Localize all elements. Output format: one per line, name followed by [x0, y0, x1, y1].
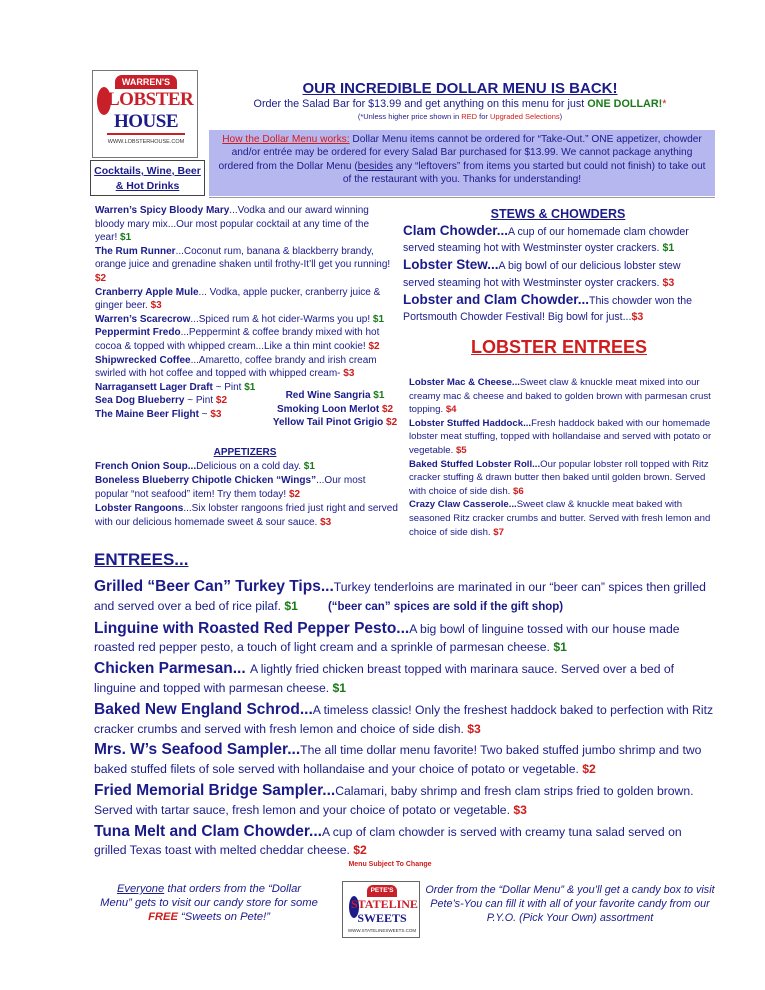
lobster-entree-item: [409, 458, 715, 499]
entree-price: $1: [553, 640, 567, 655]
entree-name: Mrs. W’s Seafood Sampler...: [94, 741, 301, 759]
appetizers-list: [95, 460, 400, 530]
stew-name: Clam Chowder...: [403, 223, 509, 238]
stew-price: $3: [631, 311, 644, 324]
entree-price: $2: [353, 843, 367, 858]
asterisk: *: [662, 98, 667, 110]
drink-item: [95, 204, 391, 245]
entree-desc: A lightly fried chicken breast topped with marinara sauce. Served over a bed of linguine and topped with parmesan cheese.: [94, 662, 675, 695]
appetizer-name: Boneless Blueberry Chipotle Chicken “Wings”: [95, 475, 317, 487]
entree-item: [94, 660, 714, 698]
one-dollar-highlight: ONE DOLLAR!: [587, 98, 663, 110]
entrees-list: [94, 578, 714, 863]
wine-price: $2: [386, 417, 398, 429]
entree-name: Baked New England Schrod...: [94, 700, 313, 718]
entree-price: $3: [467, 721, 481, 736]
drink-price: $3: [343, 368, 355, 380]
wines-list: [270, 389, 400, 430]
logo-top-text: WARREN'S: [115, 75, 177, 89]
appetizer-item: [95, 460, 400, 474]
drink-price: $2: [95, 272, 107, 284]
entree-name: Linguine with Roasted Red Pepper Pesto...: [94, 619, 410, 637]
lobster-entree-desc: Our popular lobster roll topped with Ritz cracker stuffing & drawn butter then baked until golden brown. Served with choice of side dish.: [409, 458, 709, 497]
appetizer-price: $2: [288, 489, 301, 501]
dollar-menu-subline: [230, 98, 690, 110]
lobster-entree-price: $4: [445, 404, 457, 416]
note-pre: (*Unless higher price shown in: [357, 112, 462, 121]
entree-price: $3: [513, 802, 527, 817]
drink-desc: ~: [198, 408, 211, 420]
wine-name: Yellow Tail Pinot Grigio: [272, 417, 387, 429]
entree-name: Tuna Melt and Clam Chowder...: [94, 822, 322, 840]
lobster-entree-desc: Fresh haddock baked with our homemade lobster meat stuffing, topped with hollandaise and served with potato or vegetable.: [409, 417, 712, 456]
stews-list: [403, 223, 715, 326]
lobster-entrees-list: [409, 376, 715, 539]
lobster-entree-name: Baked Stuffed Lobster Roll...: [409, 458, 541, 470]
appetizer-desc: ...Six lobster rangoons fried just right and served with our delicious homemade sweet & sour sauce.: [95, 503, 398, 529]
drink-desc: ~ Pint: [184, 395, 216, 407]
drink-name: Shipwrecked Coffee: [95, 354, 191, 366]
stew-price: $3: [662, 276, 675, 289]
drink-name: Peppermint Fredo: [95, 327, 181, 339]
lobster-entree-price: $5: [455, 444, 467, 456]
stew-price: $1: [662, 242, 675, 255]
stew-desc: This chowder won the Portsmouth Chowder Festival! Big bowl for just...: [403, 294, 693, 324]
wine-item: [270, 416, 400, 430]
wine-price: $2: [381, 403, 394, 415]
stew-name: Lobster Stew...: [403, 257, 499, 273]
how-it-works-box: [209, 130, 715, 196]
wine-item: [270, 403, 400, 417]
note-red: RED: [461, 112, 478, 121]
appetizer-desc: Delicious on a cold day.: [196, 461, 304, 472]
drink-desc: ...Peppermint & coffee brandy mixed with hot cocoa & topped with whipped cream...Like a thin mint cookie!: [95, 327, 380, 352]
how-besides: besides: [357, 160, 393, 172]
appetizer-price: $1: [303, 461, 315, 472]
wine-price: $1: [373, 390, 385, 401]
cocktails-heading-box: [90, 160, 205, 196]
footer-everyone: Everyone: [116, 883, 165, 895]
drink-price: $2: [368, 340, 380, 352]
drink-item: [95, 326, 391, 353]
note-end: ): [559, 112, 563, 121]
lobster-entree-item: [409, 376, 715, 417]
lobster-entree-name: Lobster Mac & Cheese...: [409, 377, 520, 388]
wine-item: [270, 389, 400, 403]
entree-item: [94, 701, 714, 739]
drink-name: Sea Dog Blueberry: [95, 395, 185, 407]
page-title: OUR INCREDIBLE DOLLAR MENU IS BACK!: [302, 80, 618, 97]
drink-desc: ...Amaretto, coffee brandy and irish cream swirled with hot coffee and topped with whipped cream-: [95, 354, 377, 380]
stew-name: Lobster and Clam Chowder...: [403, 291, 590, 307]
lobster-entree-name: Crazy Claw Casserole...: [409, 499, 517, 511]
stew-item: [403, 292, 715, 325]
price-note: [230, 112, 690, 121]
pete-line1: STATELINE: [351, 897, 418, 911]
menu-subject-note: Menu Subject To Change: [348, 861, 432, 868]
appetizers-heading: APPETIZERS: [213, 447, 277, 458]
lobster-entree-price: $7: [493, 526, 504, 538]
how-label: How the Dollar Menu works:: [222, 134, 350, 145]
entree-desc: A big bowl of linguine tossed with our house made roasted red pepper pesto, a touch of light cream and a sprinkle of parmesan cheese.: [94, 621, 680, 655]
entree-desc: The all time dollar menu favorite! Two baked stuffed jumbo shrimp and two baked stuffed filets of sole served with hollandaise and your choice of potato or vegetable.: [94, 743, 702, 777]
entree-desc: Turkey tenderloins are marinated in our “beer can” spices then grilled and served over a bed of rice pilaf.: [94, 580, 706, 613]
entree-price: $1: [284, 598, 298, 613]
wine-name: Red Wine Sangria: [285, 390, 374, 401]
stew-item: [403, 223, 715, 256]
lobster-entree-name: Lobster Stuffed Haddock...: [409, 417, 532, 429]
note-mid: for: [477, 112, 490, 121]
logo-line1: LOBSTER: [107, 89, 194, 110]
footer-free: FREE: [148, 911, 178, 923]
drink-item: [95, 313, 391, 327]
entree-note: (“beer can” spices are sold if the gift shop): [327, 600, 564, 613]
stews-heading: STEWS & CHOWDERS: [490, 207, 626, 221]
drink-desc: ~ Pint: [212, 381, 245, 393]
pete-url: WWW.STATELINESWEETS.COM: [347, 928, 417, 933]
pete-top: PETE'S: [367, 885, 397, 897]
lobster-entrees-heading: LOBSTER ENTREES: [470, 337, 648, 357]
logo-url: WWW.LOBSTERHOUSE.COM: [107, 139, 185, 145]
pete-line2: SWEETS: [357, 911, 407, 925]
entree-price: $1: [332, 680, 347, 695]
lobster-entree-item: [409, 417, 715, 458]
drink-name: Narragansett Lager Draft: [95, 381, 213, 393]
drink-name: The Rum Runner: [95, 245, 176, 257]
appetizer-price: $3: [320, 517, 332, 529]
cocktails-heading-line1: Cocktails, Wine, Beer: [94, 165, 201, 177]
logo-line2: HOUSE: [107, 111, 185, 135]
entree-price: $2: [582, 762, 596, 777]
drink-price: $3: [150, 300, 162, 312]
footer-right-text: Order from the “Dollar Menu” & you’ll get a candy box to visit Pete’s-You can fill it with all of your favorite candy from our P.Y.O. (Pick Your Own) assortment: [425, 884, 715, 924]
footer-left-text: [100, 882, 318, 924]
note-upgraded: Upgraded Selections: [490, 112, 560, 121]
entree-item: [94, 741, 714, 779]
drink-item: [95, 286, 391, 313]
cocktails-heading-line2: & Hot Drinks: [115, 180, 180, 192]
drink-price: $1: [372, 313, 385, 325]
entree-name: Grilled “Beer Can” Turkey Tips...: [94, 578, 334, 595]
stew-item: [403, 257, 715, 290]
drink-desc: ...Spiced rum & hot cider-Warms you up!: [190, 313, 371, 325]
footer-left-rest: that orders from the “Dollar Menu” gets to visit our candy store for some: [100, 883, 318, 909]
divider: [209, 197, 715, 198]
drink-price: $1: [244, 381, 256, 393]
appetizer-item: [95, 474, 400, 502]
drink-price: $1: [120, 232, 132, 244]
lobster-entree-item: [409, 498, 715, 539]
appetizer-name: Lobster Rangoons: [95, 503, 184, 515]
footer-left-end: “Sweets on Pete!”: [177, 911, 270, 923]
drink-price: $3: [210, 408, 222, 420]
drink-desc: ...Vodka and our award winning bloody mary mix...Our most popular cocktail at any time of the year!: [95, 205, 369, 244]
lobster-entree-price: $6: [513, 485, 524, 497]
stew-desc: A big bowl of our delicious lobster stew served steaming hot with Westminster oyster crackers.: [403, 260, 681, 289]
entree-desc: Calamari, baby shrimp and fresh clam strips fried to golden brown. Served with tartar sauce, fresh lemon and your choice of potato or vegetable.: [94, 783, 694, 817]
how-text1: Dollar Menu items cannot be ordered for “Take-Out.” ONE appetizer, chowder and/or entrée may be ordered for every Salad Bar purchased for $13.99. We cannot package anything ordered from the Dollar Menu (: [218, 134, 702, 172]
drink-name: Warren’s Scarecrow: [95, 313, 191, 325]
appetizer-name: French Onion Soup...: [95, 461, 197, 472]
wine-name: Smoking Loon Merlot: [276, 403, 382, 415]
how-text2: any “leftovers” from items you started but could not finish) to take out of the restaurant with you. Thanks for understanding!: [342, 160, 706, 185]
subline-text: Order the Salad Bar for $13.99 and get anything on this menu for just: [253, 98, 588, 110]
entree-item: [94, 578, 714, 617]
drink-desc: ...Coconut rum, banana & blackberry brandy, orange juice and grenadine shaken until frothy-It’ll get you running!: [95, 245, 391, 271]
entree-name: Fried Memorial Bridge Sampler...: [94, 781, 336, 799]
lobster-entree-desc: Sweet claw & knuckle meat baked with seasoned Ritz cracker crumbs and butter. Served with fresh lemon and choice of side dish.: [409, 499, 711, 538]
entree-desc: A timeless classic! Only the freshest haddock baked to perfection with Ritz cracker crumbs and served with fresh lemon and choice of side dish.: [94, 702, 714, 736]
lobster-entree-desc: Sweet claw & knuckle meat mixed into our creamy mac & cheese and baked to golden brown with parmesan crust topping.: [409, 377, 711, 416]
entree-item: [94, 823, 714, 861]
stew-desc: A cup of our homemade clam chowder served steaming hot with Westminster oyster crackers.: [403, 226, 689, 255]
drink-name: Cranberry Apple Mule: [95, 286, 199, 298]
appetizer-desc: ...Our most popular “not seafood” item! Try them today!: [95, 475, 366, 501]
entree-item: [94, 620, 714, 658]
drink-item: [95, 245, 391, 286]
drink-item: [95, 354, 391, 381]
drink-name: Warren’s Spicy Bloody Mary: [95, 205, 230, 216]
entrees-heading: ENTREES...: [94, 550, 189, 569]
stateline-sweets-logo: [342, 881, 420, 938]
drink-price: $2: [215, 395, 228, 407]
entree-desc: A cup of clam chowder is served with creamy tuna salad served on grilled Texas toast with melted cheddar cheese.: [94, 824, 682, 858]
drink-name: The Maine Beer Flight: [95, 408, 199, 420]
appetizer-item: [95, 502, 400, 530]
drink-desc: ... Vodka, apple pucker, cranberry juice & ginger beer.: [95, 286, 381, 312]
lobster-house-logo: [92, 70, 198, 158]
entree-item: [94, 782, 714, 820]
entree-name: Chicken Parmesan...: [94, 660, 250, 678]
